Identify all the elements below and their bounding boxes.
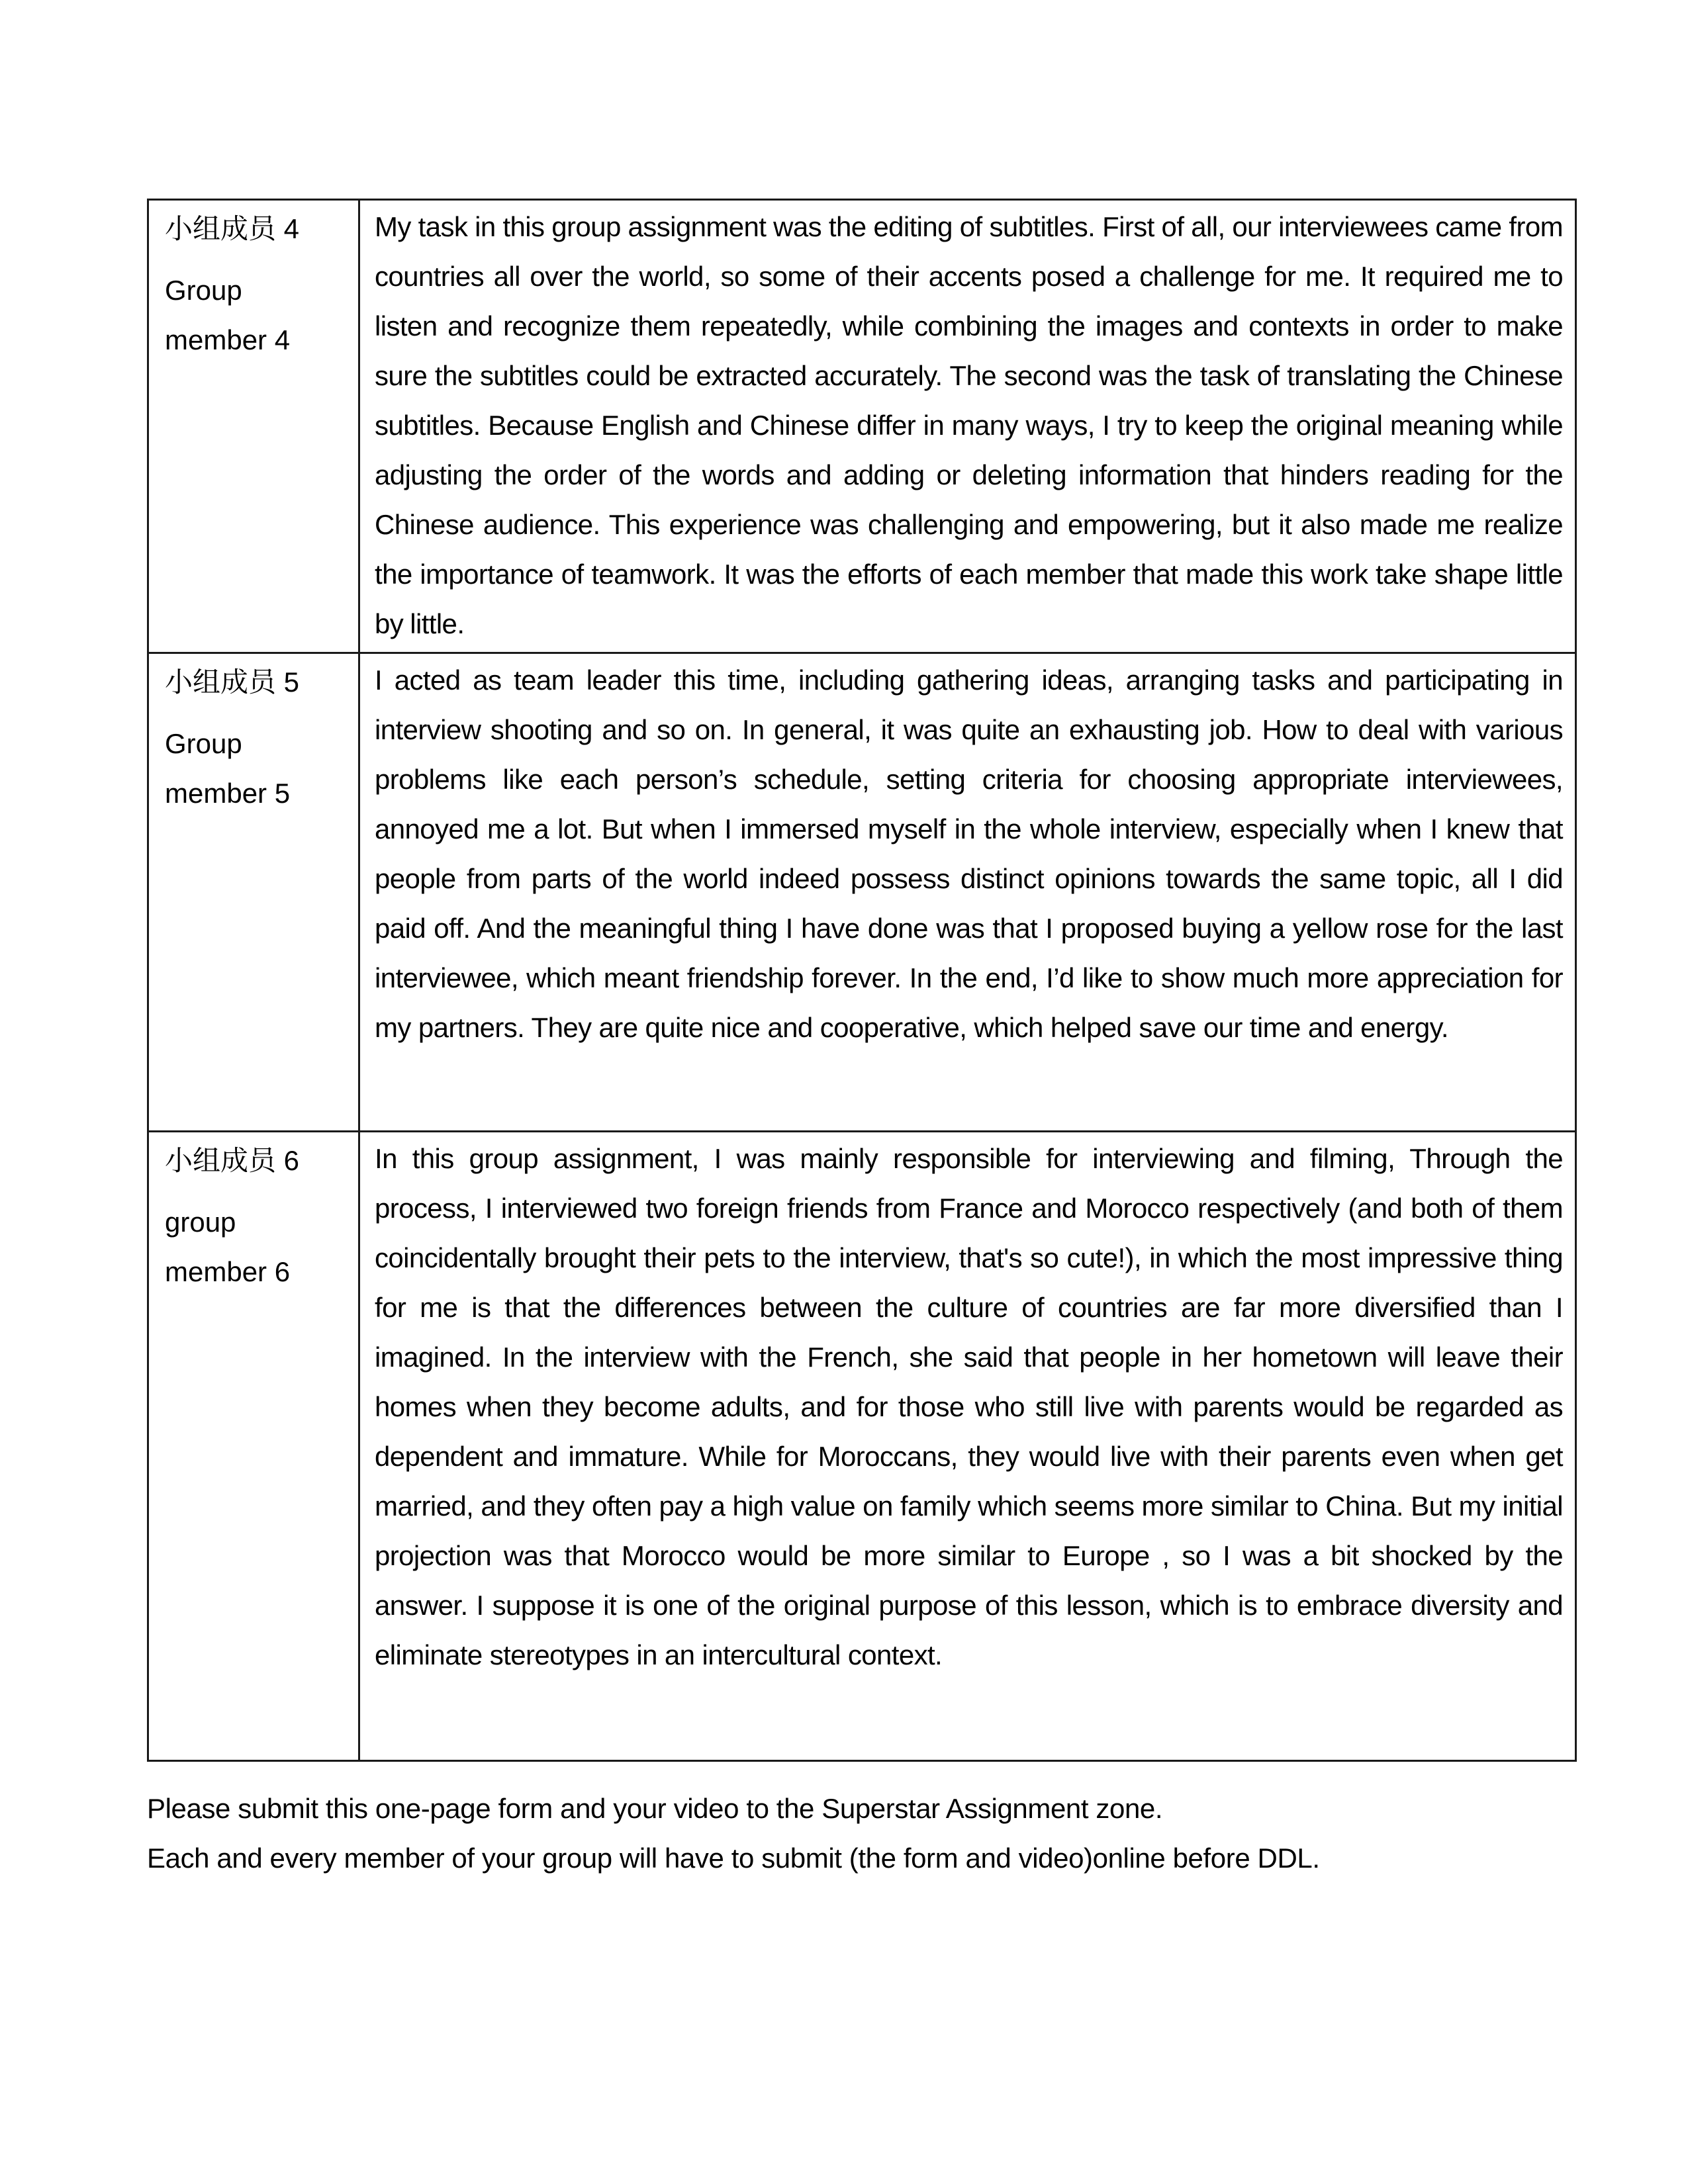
submission-notes	[147, 1784, 1320, 1883]
table-row	[148, 653, 1576, 1132]
member-label-en: Group member 4	[165, 275, 291, 355]
table-row	[148, 1132, 1576, 1761]
member-label-cell	[148, 653, 359, 1132]
member-reflection-text: I acted as team leader this time, including gathering ideas, arranging tasks and participating in interview shooting and so on. In general, it was quite an exhausting job. How to deal with various problems like each person’s schedule, setting criteria for choosing appropriate interviewees, annoyed me a lot. But when I immersed myself in the whole interview, especially when I knew that people from parts of the world indeed possess distinct opinions towards the same topic, all I did paid off. And the meaningful thing I have done was that I proposed buying a yellow rose for the last interviewee, which meant friendship forever. In the end, I’d like to show much more appreciation for my partners. They are quite nice and cooperative, which helped save our time and energy.	[359, 653, 1576, 1132]
member-reflection-text: My task in this group assignment was the editing of subtitles. First of all, our interviewees came from countries all over the world, so some of their accents posed a challenge for me. It required me to listen and recognize them repeatedly, while combining the images and contexts in order to make sure the subtitles could be extracted accurately. The second was the task of translating the Chinese subtitles. Because English and Chinese differ in many ways, I try to keep the original meaning while adjusting the order of the words and adding or deleting information that hinders reading for the Chinese audience. This experience was challenging and empowering, but it also made me realize the importance of teamwork. It was the efforts of each member that made this work take shape little by little.	[359, 200, 1576, 653]
member-label-en: Group member 5	[165, 728, 291, 809]
member-label-cn: 小组成员 6	[165, 1145, 300, 1176]
member-label-cell	[148, 200, 359, 653]
table-row	[148, 200, 1576, 653]
member-label-cn: 小组成员 4	[165, 213, 300, 244]
member-reflection-text: In this group assignment, I was mainly responsible for interviewing and filming, Through the process, I interviewed two foreign friends from France and Morocco respectively (and both of them coincidentally brought their pets to the interview, that's so cute!), in which the most impressive thing for me is that the differences between the culture of countries are far more diversified than I imagined. In the interview with the French, she said that people in her hometown will leave their homes when they become adults, and for those who still live with parents would be regarded as dependent and immature. While for Moroccans, they would live with their parents even when get married, and they often pay a high value on family which seems more similar to China. But my initial projection was that Morocco would be more similar to Europe , so I was a bit shocked by the answer. I suppose it is one of the original purpose of this lesson, which is to embrace diversity and eliminate stereotypes in an intercultural context.	[359, 1132, 1576, 1761]
submission-note-line: Please submit this one-page form and your video to the Superstar Assignment zone.	[147, 1793, 1163, 1824]
group-members-table	[147, 199, 1577, 1762]
member-label-cell	[148, 1132, 359, 1761]
member-label-en: group member 6	[165, 1206, 291, 1287]
member-label-cn: 小组成员 5	[165, 666, 300, 698]
submission-note-line: Each and every member of your group will have to submit (the form and video)online before DDL.	[147, 1843, 1320, 1874]
